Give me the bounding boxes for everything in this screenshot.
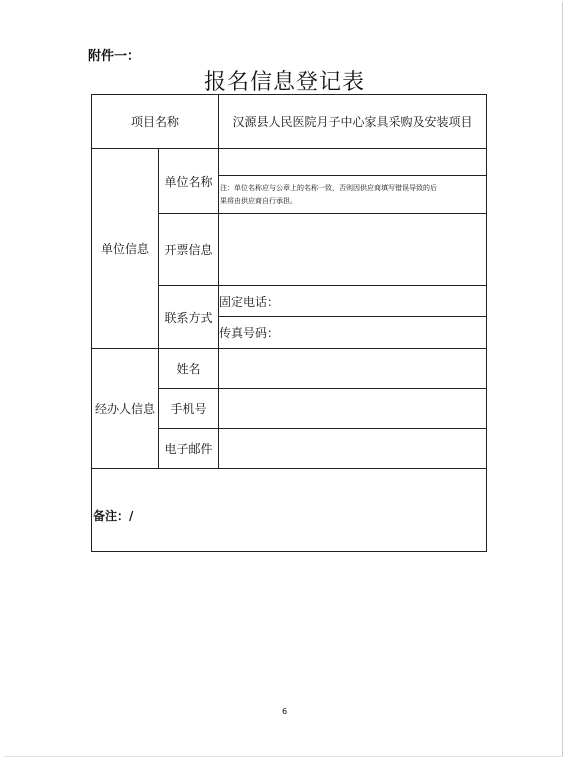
project-name-label: 项目名称: [130, 115, 179, 129]
unit-info-label: 单位信息: [100, 242, 149, 256]
landline-field[interactable]: 固定电话：: [219, 294, 280, 309]
registration-form-table: [91, 94, 487, 552]
remarks-label: 备注：/: [93, 508, 134, 523]
name-field[interactable]: [219, 349, 486, 388]
page-number: 6: [281, 707, 288, 716]
invoice-info-field[interactable]: [219, 214, 486, 285]
email-field[interactable]: [219, 429, 486, 468]
unit-name-label: 单位名称: [164, 174, 213, 189]
unit-name-note-line1: 注：单位名称应与公章上的名称一致，否则因供应商填写错误导致的后: [220, 184, 437, 192]
attachment-label: 附件一：: [88, 49, 141, 64]
unit-name-note-line2: 果将由供应商自行承担。: [220, 197, 297, 205]
row-divider: [92, 468, 486, 469]
form-title: 报名信息登记表: [203, 70, 365, 95]
name-label: 姓名: [176, 362, 201, 376]
handler-info-label: 经办人信息: [94, 402, 155, 416]
email-label: 电子邮件: [164, 442, 213, 456]
row-divider: [218, 175, 486, 176]
mobile-label: 手机号: [170, 402, 207, 416]
invoice-info-label: 开票信息: [164, 243, 213, 257]
project-name-value: 汉源县人民医院月子中心家具采购及安装项目: [232, 115, 473, 129]
fax-field[interactable]: 传真号码：: [219, 326, 280, 340]
unit-name-field[interactable]: [219, 149, 486, 175]
mobile-field[interactable]: [219, 389, 486, 428]
contact-method-label: 联系方式: [164, 310, 213, 325]
